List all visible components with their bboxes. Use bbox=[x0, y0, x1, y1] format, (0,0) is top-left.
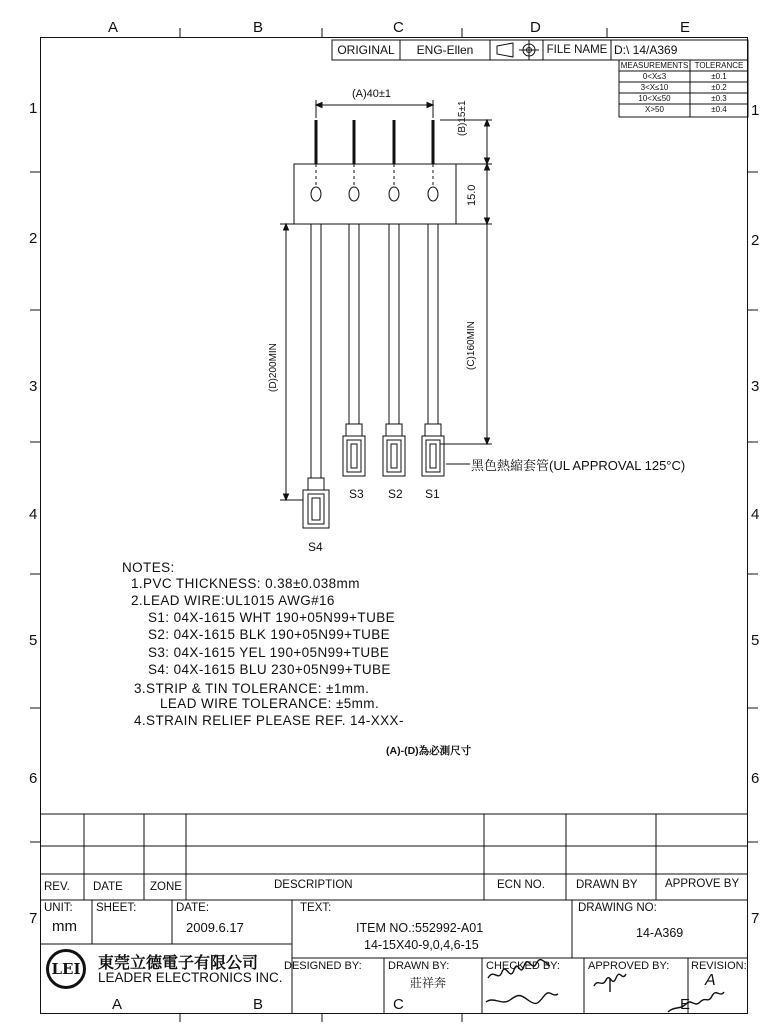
tolerance-range: 3<X≤10 bbox=[640, 83, 669, 92]
zone-row-4-left: 4 bbox=[29, 506, 38, 523]
note-s3: S3: 04X-1615 YEL 190+05N99+TUBE bbox=[148, 645, 390, 660]
note-strain-relief: 4.STRAIN RELIEF PLEASE REF. 14-XXX- bbox=[134, 713, 404, 728]
zone-row-3-right: 3 bbox=[751, 378, 760, 395]
sheet-label: SHEET: bbox=[96, 902, 137, 914]
tolerance-range: 0<X≤3 bbox=[642, 72, 667, 81]
drawn-by-value: 莊祥奔 bbox=[410, 976, 447, 990]
zone-col-d-top: D bbox=[530, 19, 541, 36]
dimension-15-label: 15.0 bbox=[466, 184, 478, 206]
unit-value: mm bbox=[52, 918, 77, 935]
zone-row-7-right: 7 bbox=[751, 910, 760, 927]
item-number: ITEM NO.:552992-A01 bbox=[356, 921, 484, 935]
zone-col-b-bottom: B bbox=[253, 996, 264, 1013]
company-name-chinese: 東莞立德電子有限公司 bbox=[98, 953, 259, 972]
item-description: 14-15X40-9,0,4,6-15 bbox=[364, 938, 479, 952]
tolerance-range: 10<X≤50 bbox=[638, 94, 671, 103]
note-strip-tin: 3.STRIP & TIN TOLERANCE: ±1mm. bbox=[134, 681, 370, 696]
note-pvc-thickness: 1.PVC THICKNESS: 0.38±0.038mm bbox=[131, 576, 360, 591]
dimension-c-label: (C)160MIN bbox=[466, 321, 477, 370]
drawn-by-label: DRAWN BY: bbox=[388, 960, 450, 972]
approved-by-label: APPROVED BY: bbox=[588, 960, 670, 972]
zone-row-4-right: 4 bbox=[751, 506, 760, 523]
zone-col-e-top: E bbox=[680, 19, 691, 36]
note-s4: S4: 04X-1615 BLU 230+05N99+TUBE bbox=[148, 662, 391, 677]
tolerance-value: ±0.2 bbox=[711, 83, 727, 92]
zone-row-3-left: 3 bbox=[29, 378, 38, 395]
tolerance-value: ±0.3 bbox=[711, 94, 727, 103]
terminal-label-s4: S4 bbox=[308, 540, 323, 554]
date-label: DATE: bbox=[176, 902, 210, 914]
tolerance-col-tolerance: TOLERANCE bbox=[694, 61, 744, 70]
zone-col-e-bottom: E bbox=[680, 996, 691, 1013]
col-zone: ZONE bbox=[150, 881, 182, 893]
tolerance-range: X>50 bbox=[645, 105, 664, 114]
company-name-english: LEADER ELECTRONICS INC. bbox=[98, 970, 283, 985]
zone-col-a-bottom: A bbox=[112, 996, 123, 1013]
dimension-d-label: (D)200MIN bbox=[268, 343, 279, 392]
zone-row-5-left: 5 bbox=[29, 632, 38, 649]
tolerance-value: ±0.1 bbox=[711, 72, 727, 81]
zone-row-1-left: 1 bbox=[29, 100, 38, 117]
revision-label: REVISION: bbox=[691, 960, 747, 972]
col-ecn-no: ECN NO. bbox=[497, 879, 545, 891]
header-engineer: ENG-Ellen bbox=[416, 43, 474, 57]
heat-shrink-callout: 黑色熱縮套管(UL APPROVAL 125°C) bbox=[471, 458, 686, 473]
note-lead-wire: 2.LEAD WIRE:UL1015 AWG#16 bbox=[131, 593, 335, 608]
zone-col-b-top: B bbox=[253, 19, 264, 36]
note-s2: S2: 04X-1615 BLK 190+05N99+TUBE bbox=[148, 627, 391, 642]
terminal-label-s3: S3 bbox=[349, 487, 364, 501]
header-original: ORIGINAL bbox=[337, 43, 395, 57]
text-label: TEXT: bbox=[300, 902, 332, 914]
zone-row-7-left: 7 bbox=[29, 910, 38, 927]
revision-value: A bbox=[705, 972, 716, 989]
file-name-value: D:\ 14/A369 bbox=[614, 43, 678, 57]
zone-col-c-bottom: C bbox=[393, 996, 404, 1013]
notes-footnote: (A)-(D)為必測尺寸 bbox=[386, 745, 472, 757]
unit-label: UNIT: bbox=[44, 902, 73, 914]
drawing-no-value: 14-A369 bbox=[636, 926, 684, 940]
zone-row-6-right: 6 bbox=[751, 770, 760, 787]
zone-col-c-top: C bbox=[393, 19, 404, 36]
notes-title: NOTES: bbox=[122, 560, 175, 575]
col-approve-by: APPROVE BY bbox=[665, 878, 740, 890]
file-name-label: FILE NAME bbox=[546, 44, 608, 56]
tolerance-value: ±0.4 bbox=[711, 105, 727, 114]
note-s1: S1: 04X-1615 WHT 190+05N99+TUBE bbox=[148, 610, 396, 625]
dimension-a-label: (A)40±1 bbox=[352, 88, 392, 100]
zone-row-5-right: 5 bbox=[751, 632, 760, 649]
zone-row-2-left: 2 bbox=[29, 230, 38, 247]
col-description: DESCRIPTION bbox=[274, 879, 353, 891]
date-value: 2009.6.17 bbox=[186, 920, 244, 935]
col-drawn-by: DRAWN BY bbox=[576, 879, 638, 891]
terminal-label-s2: S2 bbox=[388, 487, 403, 501]
company-logo-text: LEI bbox=[51, 960, 81, 978]
terminal-label-s1: S1 bbox=[425, 487, 440, 501]
zone-col-a-top: A bbox=[108, 19, 119, 36]
zone-row-1-right: 1 bbox=[751, 102, 760, 119]
designed-by-label: DESIGNED BY: bbox=[284, 960, 362, 972]
col-date: DATE bbox=[93, 881, 123, 893]
dimension-b-label: (B)15±1 bbox=[457, 100, 468, 136]
tolerance-col-measurements: MEASUREMENTS bbox=[620, 61, 689, 70]
col-rev: REV. bbox=[44, 881, 70, 893]
note-lead-wire-tolerance: LEAD WIRE TOLERANCE: ±5mm. bbox=[160, 696, 380, 711]
zone-row-6-left: 6 bbox=[29, 770, 38, 787]
zone-row-2-right: 2 bbox=[751, 232, 760, 249]
drawing-no-label: DRAWING NO: bbox=[578, 902, 657, 914]
checked-by-label: CHECKED BY: bbox=[486, 960, 560, 972]
